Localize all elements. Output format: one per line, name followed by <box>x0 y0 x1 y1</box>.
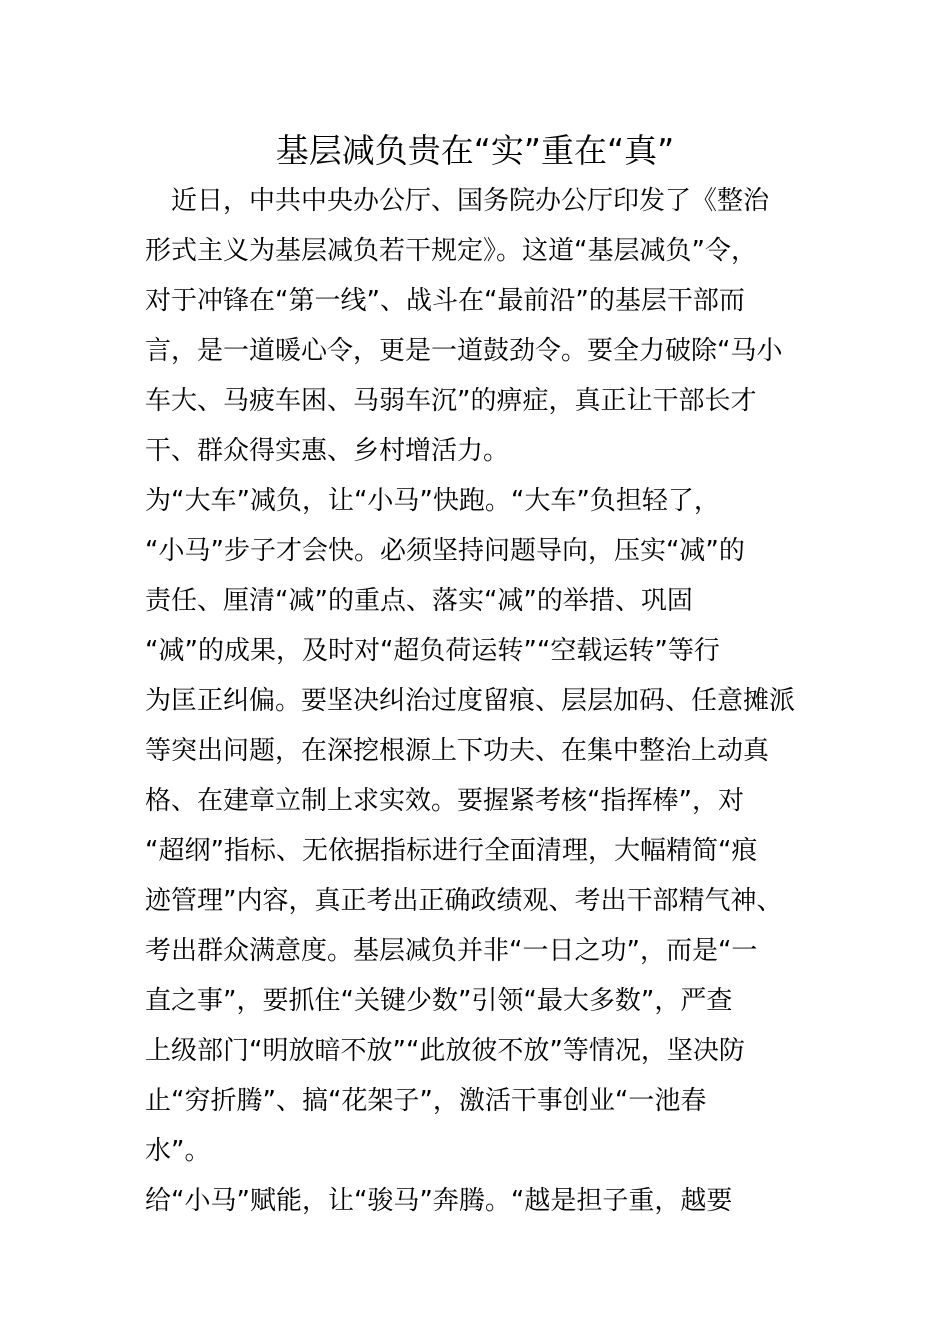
paragraph-line: 格、在建章立制上求实效。要握紧考核“指挥棒”，对 <box>145 786 744 816</box>
paragraph-line: 水”。 <box>145 1136 211 1166</box>
paragraph-line: 责任、厘清“减”的重点、落实“减”的举措、巩固 <box>145 586 693 616</box>
paragraph-line: 车大、马疲车困、马弱车沉”的痹症，真正让干部长才 <box>145 386 757 416</box>
paragraph-line: 为“大车”减负，让“小马”快跑。“大车”负担轻了， <box>145 486 720 516</box>
paragraph-line: “小马”步子才会快。必须坚持问题导向，压实“减”的 <box>145 536 745 566</box>
paragraph-line: 止“穷折腾”、搞“花架子”，激活干事创业“一池春 <box>145 1086 707 1116</box>
paragraph-line: 形式主义为基层减负若干规定》。这道“基层减负”令， <box>145 236 757 266</box>
paragraph-line: 上级部门“明放暗不放”“此放彼不放”等情况，坚决防 <box>145 1036 745 1066</box>
paragraph-line: 干、群众得实惠、乡村增活力。 <box>145 436 510 466</box>
paragraph-line: 言，是一道暖心令，更是一道鼓劲令。要全力破除“马小 <box>145 336 783 366</box>
paragraph-line: 为匡正纠偏。要坚决纠治过度留痕、层层加码、任意摊派 <box>145 686 796 716</box>
paragraph-line: 给“小马”赋能，让“骏马”奔腾。“越是担子重，越要 <box>145 1186 733 1216</box>
document-title: 基层减负贵在“实”重在“真” <box>275 131 675 170</box>
paragraph-line: 等突出问题，在深挖根源上下功夫、在集中整治上动真 <box>145 736 770 766</box>
paragraph-line: 考出群众满意度。基层减负并非“一日之功”，而是“一 <box>145 936 758 966</box>
paragraph-line: 近日，中共中央办公厅、国务院办公厅印发了《整治 <box>145 186 770 216</box>
paragraph-line: “超纲”指标、无依据指标进行全面清理，大幅精简“痕 <box>145 836 758 866</box>
paragraph-line: 直之事”，要抓住“关键少数”引领“最大多数”，严查 <box>145 986 733 1016</box>
paragraph-line: 对于冲锋在“第一线”、战斗在“最前沿”的基层干部而 <box>145 286 745 316</box>
paragraph-line: 迹管理”内容，真正考出正确政绩观、考出干部精气神、 <box>145 886 783 916</box>
paragraph-line: “减”的成果，及时对“超负荷运转”“空载运转”等行 <box>145 636 720 666</box>
